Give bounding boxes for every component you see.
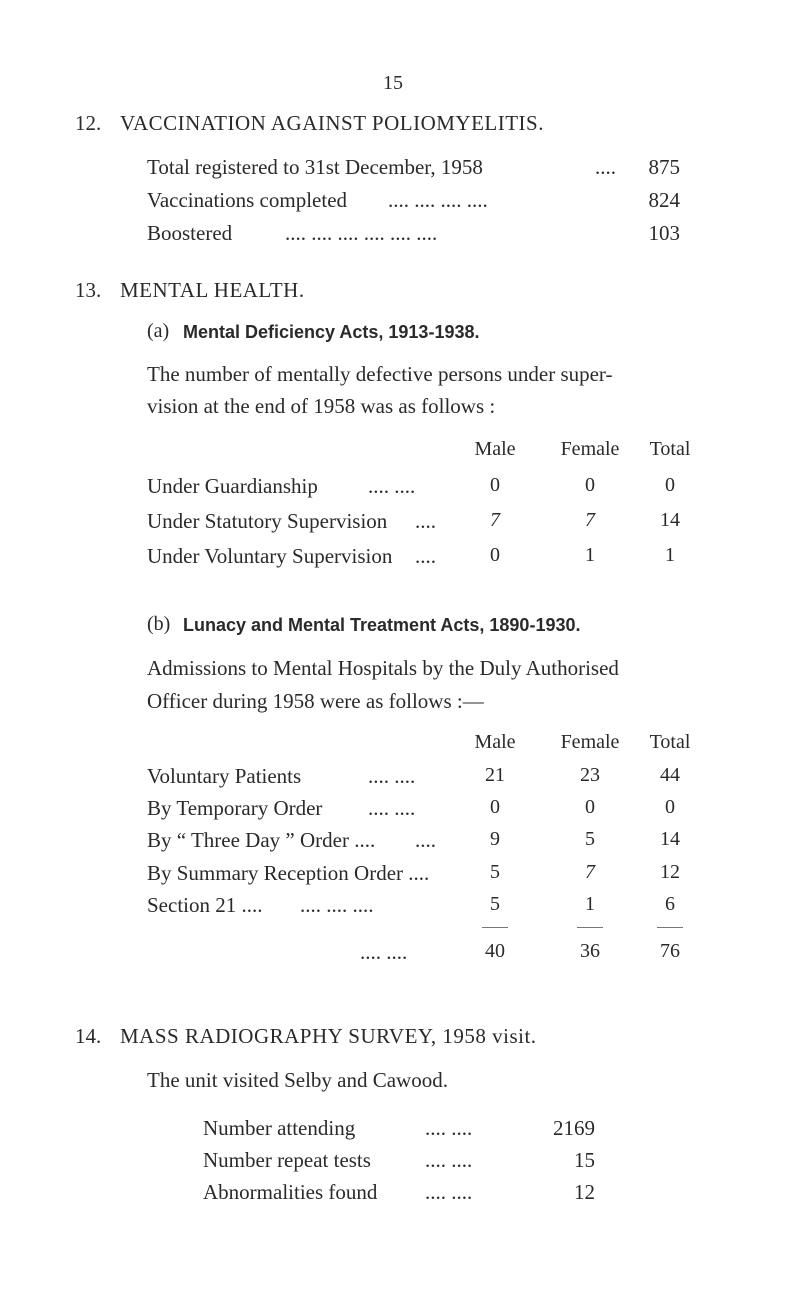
s13a-intro-line2: vision at the end of 1958 was as follows :: [147, 394, 496, 418]
s12-row-label: Total registered to 31st December, 1958: [147, 155, 483, 179]
s13a-label: (a): [147, 320, 170, 342]
s13a-row-female: 1: [585, 544, 595, 566]
s13b-row-male: 9: [490, 828, 500, 850]
s13b-row-dots: .... ....: [368, 764, 416, 788]
s13b-row-male: 5: [490, 893, 500, 915]
s13b-col-male: Male: [474, 731, 516, 753]
section-12-title: VACCINATION AGAINST POLIOMYELITIS.: [120, 111, 544, 135]
s14-row-label: Abnormalities found: [203, 1180, 378, 1204]
s13b-row-total: 14: [660, 828, 680, 850]
s13b-row-dots: .... .... ....: [300, 893, 374, 917]
s13b-totals-female: 36: [580, 940, 600, 962]
s12-row-value: 103: [648, 221, 680, 245]
s13a-row-label: Under Voluntary Supervision: [147, 544, 393, 568]
s13b-row-female: 5: [585, 828, 595, 850]
s13b-col-total: Total: [649, 731, 691, 753]
s13b-row-total: 6: [665, 893, 675, 915]
total-rule-male: [482, 927, 508, 928]
s13a-row-total: 1: [665, 544, 675, 566]
s13b-row-label: By “ Three Day ” Order ....: [147, 828, 376, 852]
s13a-row-female: 7: [585, 509, 595, 531]
s12-row-dots: .... .... .... ....: [388, 188, 488, 212]
total-rule-total: [657, 927, 683, 928]
s13b-row-male: 0: [490, 796, 500, 818]
s13b-row-total: 12: [660, 861, 680, 883]
s14-row-label: Number repeat tests: [203, 1148, 371, 1172]
s13b-row-female: 1: [585, 893, 595, 915]
s13b-row-label: By Temporary Order: [147, 796, 323, 820]
s13b-row-male: 5: [490, 861, 500, 883]
s13a-col-female: Female: [560, 438, 620, 460]
s13a-row-total: 14: [660, 509, 680, 531]
s13b-totals-total: 76: [660, 940, 680, 962]
s13b-heading: Lunacy and Mental Treatment Acts, 1890-1930.: [183, 615, 581, 635]
s14-row-dots: .... ....: [425, 1116, 473, 1140]
s13b-totals-male: 40: [485, 940, 505, 962]
s13b-row-dots: ....: [415, 828, 436, 852]
s13a-row-dots: ....: [415, 544, 436, 568]
s13b-row-female: 0: [585, 796, 595, 818]
s13b-col-female: Female: [560, 731, 620, 753]
s13a-row-label: Under Guardianship: [147, 474, 318, 498]
s13b-row-label: By Summary Reception Order ....: [147, 861, 430, 885]
section-14-title: MASS RADIOGRAPHY SURVEY, 1958 visit.: [120, 1024, 537, 1048]
total-rule-female: [577, 927, 603, 928]
s13b-row-total: 44: [660, 764, 680, 786]
s13b-row-total: 0: [665, 796, 675, 818]
s13b-row-female: 23: [580, 764, 600, 786]
section-12-number: 12.: [75, 111, 102, 135]
s13a-row-label: Under Statutory Supervision: [147, 509, 388, 533]
s13a-row-total: 0: [665, 474, 675, 496]
s13b-row-label: Voluntary Patients: [147, 764, 302, 788]
s14-row-value: 2169: [553, 1116, 595, 1140]
section-13-number: 13.: [75, 278, 102, 302]
s14-row-label: Number attending: [203, 1116, 356, 1140]
s12-row-value: 824: [648, 188, 680, 212]
s13a-row-female: 0: [585, 474, 595, 496]
s13a-row-male: 7: [490, 509, 500, 531]
s12-row-dots: .... .... .... .... .... ....: [285, 221, 438, 245]
s14-row-value: 12: [574, 1180, 595, 1204]
s13a-row-dots: ....: [415, 509, 436, 533]
s14-row-dots: .... ....: [425, 1148, 473, 1172]
s13a-row-dots: .... ....: [368, 474, 416, 498]
s13b-label: (b): [147, 613, 171, 635]
s13a-heading: Mental Deficiency Acts, 1913-1938.: [183, 322, 480, 342]
s13b-totals-dots: .... ....: [360, 940, 408, 964]
s12-row-label: Vaccinations completed: [147, 188, 348, 212]
s13b-row-male: 21: [485, 764, 505, 786]
s13a-intro-line1: The number of mentally defective persons under super-: [147, 362, 613, 386]
s14-intro: The unit visited Selby and Cawood.: [147, 1068, 448, 1092]
s12-row-label: Boostered: [147, 221, 233, 245]
s13b-row-label: Section 21 ....: [147, 893, 263, 917]
s14-row-dots: .... ....: [425, 1180, 473, 1204]
section-14-number: 14.: [75, 1024, 102, 1048]
s13a-row-male: 0: [490, 544, 500, 566]
page-number: 15: [383, 72, 403, 94]
s13b-intro-line2: Officer during 1958 were as follows :—: [147, 689, 484, 713]
s13b-intro-line1: Admissions to Mental Hospitals by the Duly Authorised: [147, 656, 619, 680]
s13a-col-total: Total: [649, 438, 691, 460]
s13b-row-dots: .... ....: [368, 796, 416, 820]
s13a-col-male: Male: [474, 438, 516, 460]
s12-row-value: 875: [648, 155, 680, 179]
s13a-row-male: 0: [490, 474, 500, 496]
s14-row-value: 15: [574, 1148, 595, 1172]
s12-row-dots: ....: [595, 155, 616, 179]
section-13-title: MENTAL HEALTH.: [120, 278, 305, 302]
s13b-row-female: 7: [585, 861, 595, 883]
